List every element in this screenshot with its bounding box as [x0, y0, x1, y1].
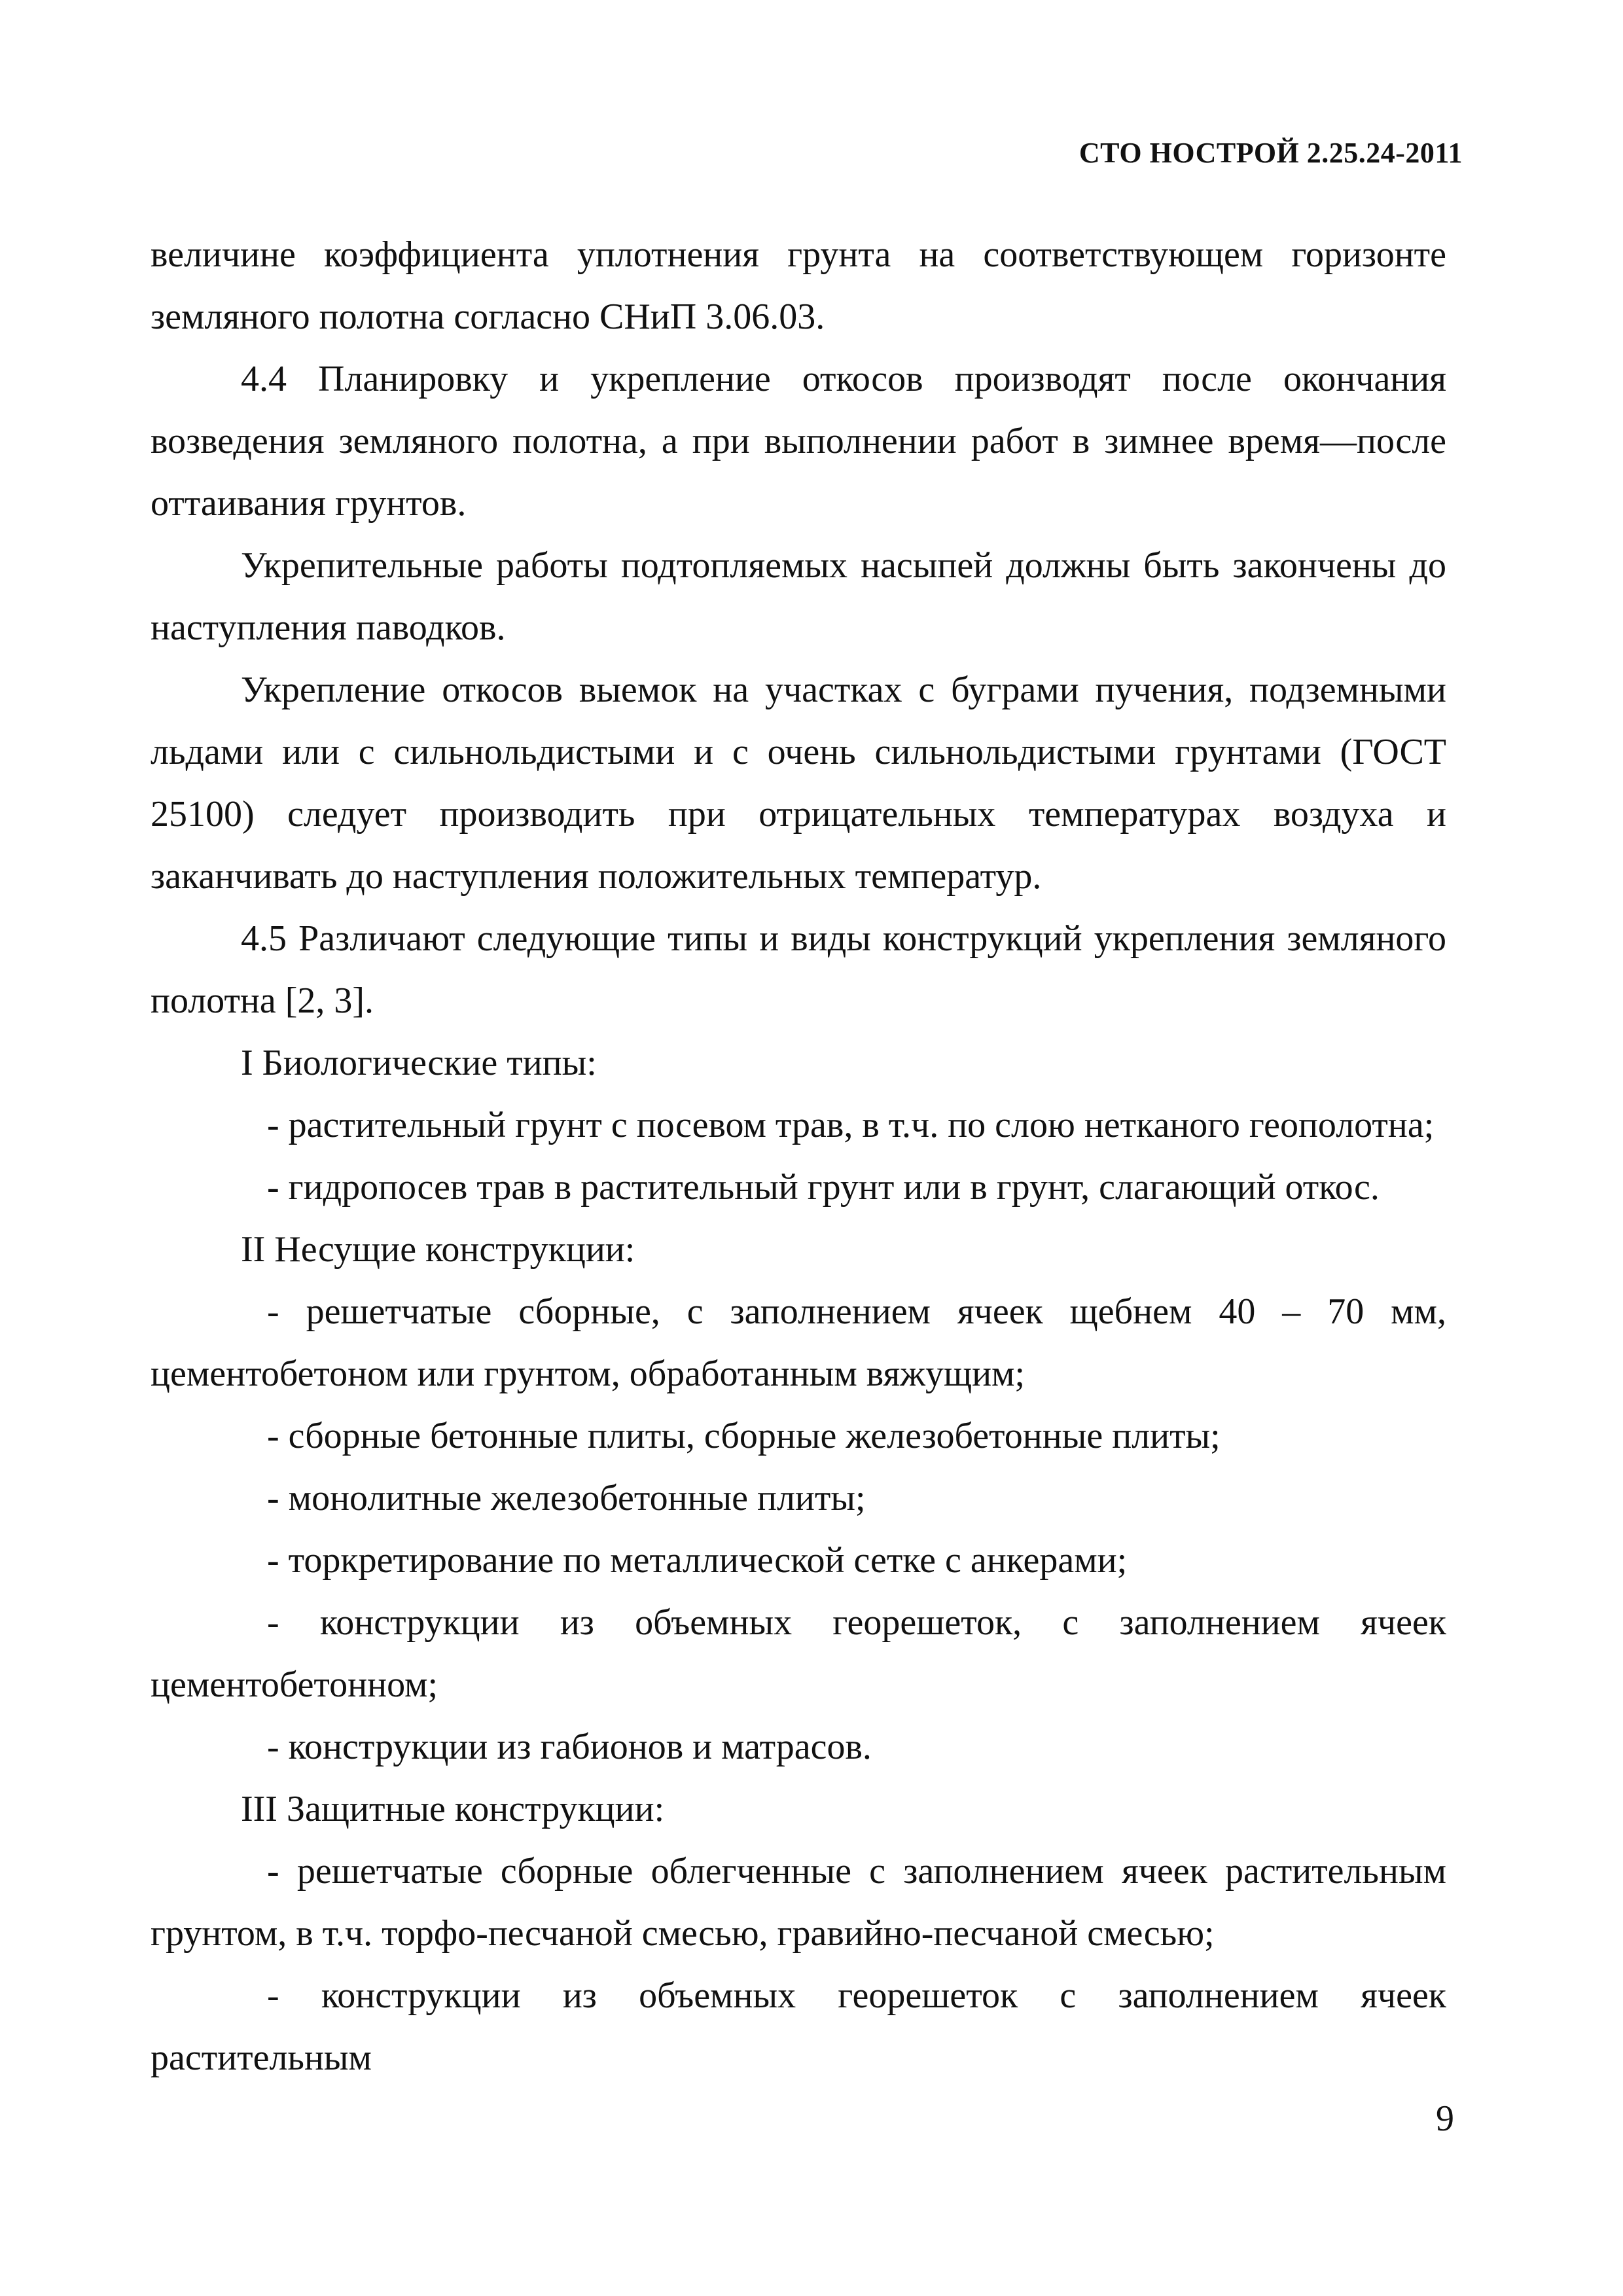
document-body: [151, 224, 1446, 2089]
list-item: - конструкции из габионов и матрасов.: [267, 1727, 872, 1767]
section-heading-biological: I Биологические типы:: [241, 1043, 597, 1083]
list-item: - решетчатые сборные, с заполнением ячеек щебнем 40 – 70 мм, цементобетоном или грунтом, обработанным вяжущим;: [151, 1291, 1446, 1394]
paragraph-4-5: 4.5 Различают следующие типы и виды конструкций укрепления земляного полотна [2, 3].: [151, 918, 1446, 1021]
list-item: - конструкции из объемных георешеток с заполнением ячеек растительным: [151, 1975, 1446, 2078]
page-number: 9: [1436, 2098, 1454, 2139]
list-item: - решетчатые сборные облегченные с заполнением ячеек растительным грунтом, в т.ч. торфо-песчаной смесью, гравийно-песчаной смесью;: [151, 1851, 1446, 1954]
paragraph-flood-works: Укрепительные работы подтопляемых насыпей должны быть закончены до наступления паводков.: [151, 545, 1446, 648]
list-item: - растительный грунт с посевом трав, в т.ч. по слою нетканого геополотна;: [267, 1105, 1435, 1145]
list-item: - торкретирование по металлической сетке с анкерами;: [267, 1540, 1128, 1581]
list-item: - гидропосев трав в растительный грунт или в грунт, слагающий откос.: [267, 1167, 1380, 1208]
section-heading-protective: III Защитные конструкции:: [241, 1789, 665, 1829]
section-heading-load-bearing: II Несущие конструкции:: [241, 1229, 635, 1270]
paragraph-4-4: 4.4 Планировку и укрепление откосов производят после окончания возведения земляного полотна, а при выполнении работ в зимнее время—после оттаивания грунтов.: [151, 359, 1446, 524]
list-item: - монолитные железобетонные плиты;: [267, 1478, 866, 1518]
paragraph-continuation: величине коэффициента уплотнения грунта на соответствующем горизонте земляного полотна согласно СНиП 3.06.03.: [151, 234, 1446, 337]
paragraph-excavation-slopes: Укрепление откосов выемок на участках с буграми пучения, подземными льдами или с сильнольдистыми и с очень сильнольдистыми грунтами (ГОСТ 25100) следует производить при отрицательных температурах воздуха и заканчивать до наступления положительных температур.: [151, 670, 1446, 897]
document-code-header: СТО НОСТРОЙ 2.25.24-2011: [1079, 137, 1463, 169]
list-item: - сборные бетонные плиты, сборные железобетонные плиты;: [267, 1416, 1221, 1456]
list-item: - конструкции из объемных георешеток, с заполнением ячеек цементобетонном;: [151, 1602, 1446, 1705]
